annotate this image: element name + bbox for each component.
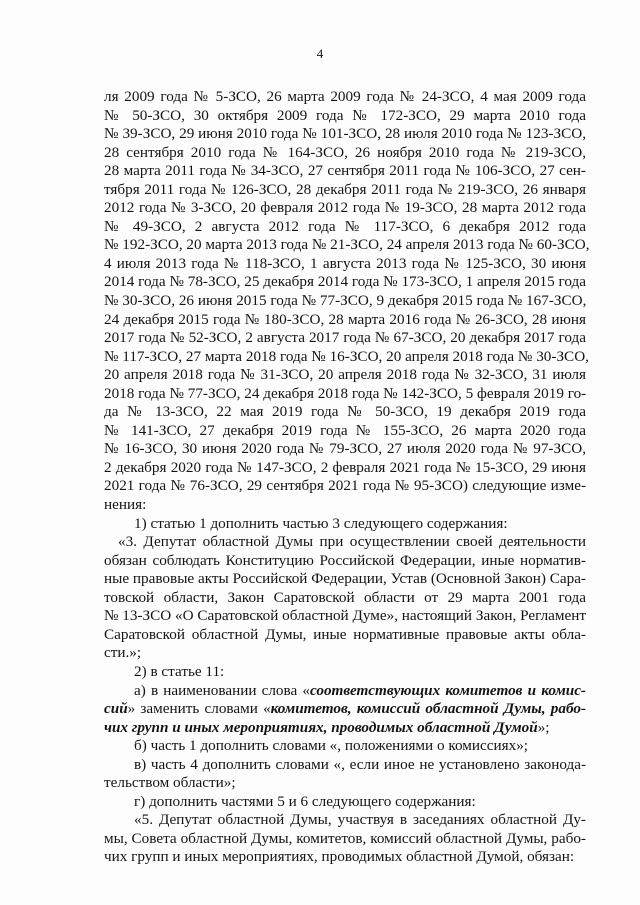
- text-line: [104, 626, 586, 645]
- text-segment: № 50-ЗСО, 30 октября 2009 года № 172-ЗСО, 29 марта 2010 года: [104, 106, 586, 124]
- text-line: [104, 589, 586, 608]
- text-line: [104, 440, 586, 459]
- text-segment: № 39-ЗСО, 29 июня 2010 года № 101-ЗСО, 28 июля 2010 года № 123-ЗСО,: [104, 125, 586, 143]
- text-segment: 2021 года № 76-ЗСО, 29 сентября 2021 года № 95-ЗСО) следующие изме-: [104, 477, 586, 495]
- text-line: [104, 533, 586, 552]
- text-line: [104, 273, 586, 292]
- text-line: [104, 181, 586, 200]
- text-line: [104, 477, 586, 496]
- italic-text-segment: сий: [104, 700, 128, 718]
- text-segment: обязан соблюдать Конституцию Российской Федерации, иные норматив-: [104, 551, 586, 569]
- text-segment: г) дополнить частями 5 и 6 следующего содержания:: [134, 792, 476, 810]
- text-line: [104, 162, 586, 181]
- text-segment: товской области, Закон Саратовской области от 29 марта 2001 года: [104, 588, 586, 606]
- text-line: [104, 107, 586, 126]
- text-line: [104, 218, 586, 237]
- text-line: [104, 774, 586, 793]
- text-segment: 2012 года № 3-ЗСО, 20 февраля 2012 года № 19-ЗСО, 28 марта 2012 года: [104, 199, 586, 217]
- text-segment: 2017 года № 52-ЗСО, 2 августа 2017 года № 67-ЗСО, 20 декабря 2017 года: [104, 329, 586, 347]
- text-segment: 2018 года № 77-ЗСО, 24 декабря 2018 года № 142-ЗСО, 5 февраля 2019 го-: [104, 384, 587, 402]
- text-segment: мы, Совета областной Думы, комитетов, комиссий областной Думы, рабо-: [104, 829, 586, 847]
- text-line: [104, 793, 586, 812]
- text-segment: «5. Депутат областной Думы, участвуя в заседаниях областной Ду-: [134, 811, 586, 829]
- text-line: [104, 255, 586, 274]
- text-segment: б) часть 1 дополнить словами «, положениями о комиссиях»;: [134, 737, 529, 755]
- text-line: [104, 236, 590, 255]
- text-segment: нения:: [104, 496, 147, 514]
- text-line: [104, 403, 586, 422]
- text-line: [104, 88, 586, 107]
- text-line: [104, 848, 586, 867]
- text-segment: 2014 года № 78-ЗСО, 25 декабря 2014 года № 173-ЗСО, 1 апреля 2015 года: [104, 273, 586, 291]
- text-segment: тельством области»;: [104, 774, 236, 792]
- text-line: [104, 366, 586, 385]
- text-segment: 28 сентября 2010 года № 164-ЗСО, 26 ноября 2010 года № 219-ЗСО,: [104, 143, 586, 161]
- text-segment: » заменить словами «: [127, 700, 271, 718]
- text-segment: чих групп и иных мероприятиях, проводимых областной Думой, обязан:: [104, 848, 575, 866]
- text-line: [104, 459, 586, 478]
- text-line: [104, 756, 586, 775]
- text-line: [104, 607, 586, 626]
- text-segment: № 16-ЗСО, 30 июня 2020 года № 79-ЗСО, 27 июля 2020 года № 97-ЗСО,: [104, 440, 586, 458]
- text-line: [104, 125, 586, 144]
- text-line: [104, 515, 586, 534]
- text-line: [104, 385, 586, 404]
- text-line: [104, 144, 586, 163]
- text-segment: ные правовые акты Российской Федерации, Устав (Основной Закон) Сара-: [104, 570, 586, 588]
- text-line: [104, 830, 586, 849]
- text-segment: »;: [537, 718, 550, 736]
- text-segment: № 13-ЗСО «О Саратовской областной Думе», настоящий Закон, Регламент: [104, 607, 586, 625]
- text-segment: 1) статью 1 дополнить частью 3 следующего содержания:: [134, 514, 508, 532]
- text-segment: 2 декабря 2020 года № 147-ЗСО, 2 февраля 2021 года № 15-ЗСО, 29 июня: [104, 458, 586, 476]
- text-line: [104, 644, 586, 663]
- italic-text-segment: чих групп и иных мероприятиях, проводимых областной Думой: [104, 718, 538, 736]
- text-segment: 2) в статье 11:: [134, 662, 225, 680]
- text-line: [104, 737, 586, 756]
- text-segment: ля 2009 года № 5-ЗСО, 26 марта 2009 года № 24-ЗСО, 4 мая 2009 года: [104, 88, 586, 105]
- text-line: [104, 682, 586, 701]
- text-line: [104, 292, 586, 311]
- text-segment: № 192-ЗСО, 20 марта 2013 года № 21-ЗСО, 24 апреля 2013 года № 60-ЗСО,: [104, 236, 590, 254]
- text-line: [104, 663, 586, 682]
- text-line: [104, 811, 586, 830]
- text-line: [104, 570, 586, 589]
- text-segment: а) в наименовании слова «: [134, 681, 310, 699]
- text-line: [104, 496, 586, 515]
- text-segment: «3. Депутат областной Думы при осуществлении своей деятельности: [118, 533, 586, 551]
- text-segment: в) часть 4 дополнить словами «, если иное не установлено законода-: [134, 755, 586, 773]
- text-line: [104, 199, 586, 218]
- text-segment: сти.»;: [104, 644, 142, 662]
- text-line: [104, 719, 586, 738]
- document-body: [104, 88, 590, 867]
- text-line: [104, 552, 586, 571]
- text-segment: № 141-ЗСО, 27 декабря 2019 года № 155-ЗСО, 26 марта 2020 года: [104, 421, 586, 439]
- text-segment: 28 марта 2011 года № 34-ЗСО, 27 сентября 2011 года № 106-ЗСО, 27 сен-: [104, 162, 586, 180]
- italic-text-segment: комитетов, комиссий областной Думы, рабо-: [270, 700, 586, 718]
- text-line: [104, 311, 586, 330]
- text-line: [104, 329, 586, 348]
- text-line: [104, 422, 586, 441]
- text-segment: Саратовской областной Думы, иные нормативные правовые акты обла-: [104, 625, 586, 643]
- text-segment: № 49-ЗСО, 2 августа 2012 года № 117-ЗСО, 6 декабря 2012 года: [104, 217, 586, 235]
- text-segment: 24 декабря 2015 года № 180-ЗСО, 28 марта 2016 года № 26-ЗСО, 28 июня: [104, 310, 586, 328]
- text-line: [104, 700, 586, 719]
- text-segment: № 117-ЗСО, 27 марта 2018 года № 16-ЗСО, 20 апреля 2018 года № 30-ЗСО,: [104, 347, 589, 365]
- text-segment: № 30-ЗСО, 26 июня 2015 года № 77-ЗСО, 9 декабря 2015 года № 167-ЗСО,: [104, 292, 587, 310]
- text-segment: 20 апреля 2018 года № 31-ЗСО, 20 апреля 2018 года № 32-ЗСО, 31 июля: [104, 366, 586, 384]
- text-segment: 4 июля 2013 года № 118-ЗСО, 1 августа 2013 года № 125-ЗСО, 30 июня: [104, 254, 586, 272]
- italic-text-segment: соответствующих комитетов и комис-: [309, 681, 586, 699]
- text-segment: тября 2011 года № 126-ЗСО, 28 декабря 2011 года № 219-ЗСО, 26 января: [104, 180, 586, 198]
- text-segment: да № 13-ЗСО, 22 мая 2019 года № 50-ЗСО, 19 декабря 2019 года: [104, 403, 586, 421]
- text-line: [104, 347, 589, 367]
- page-number: 4: [316, 46, 324, 61]
